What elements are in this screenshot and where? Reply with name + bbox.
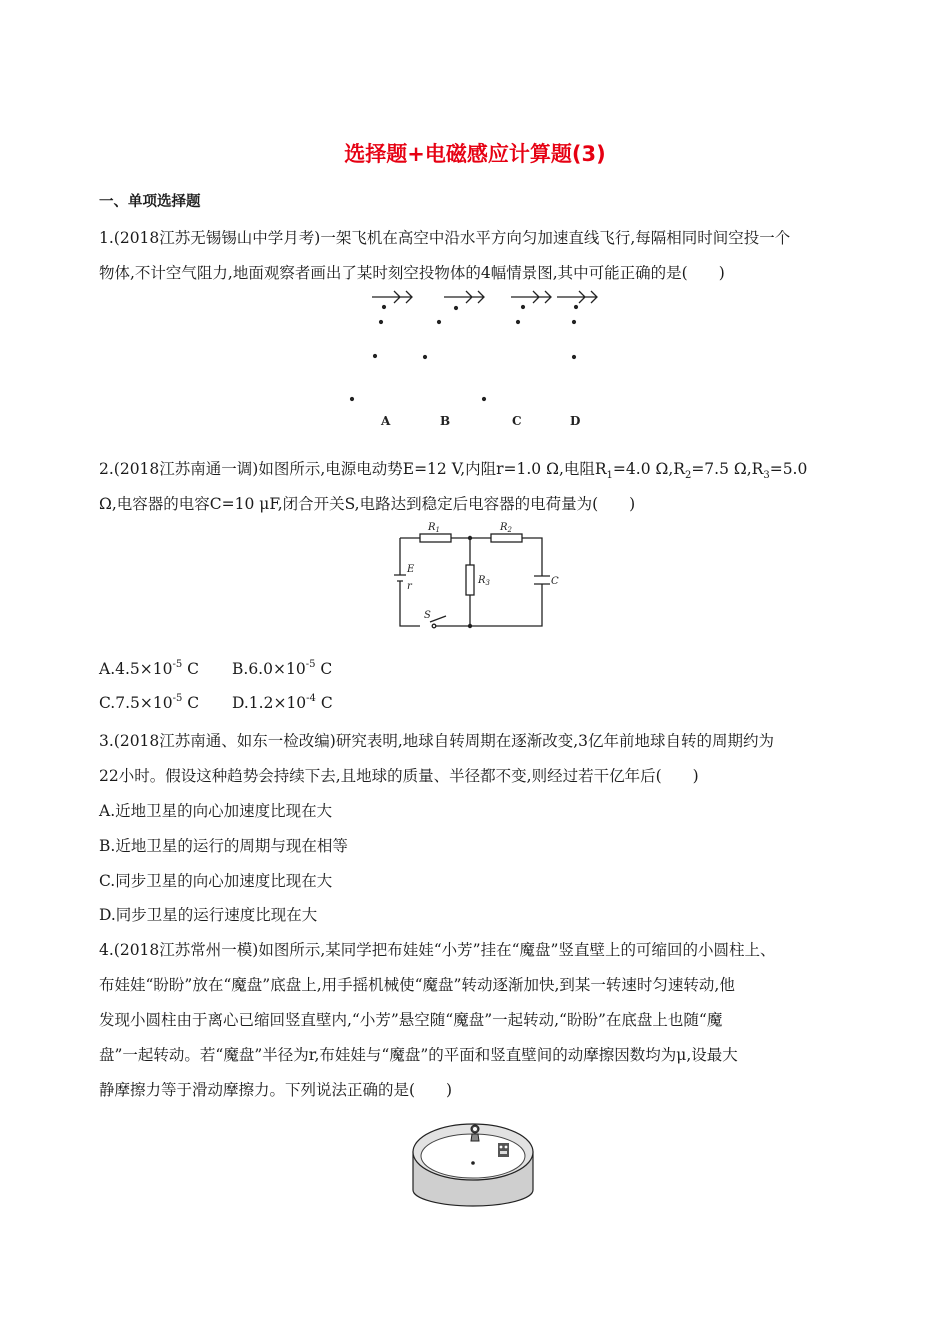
figure-label-b: B (440, 414, 451, 428)
plane-d-icon (557, 291, 597, 303)
disc-center (471, 1161, 475, 1165)
drop-point (482, 397, 486, 401)
q4-line5: 静摩擦力等于滑动摩擦力。下列说法正确的是( ) (99, 1081, 453, 1099)
svg-text:C: C (551, 576, 559, 587)
drop-point (423, 355, 427, 359)
plane-a-icon (372, 291, 412, 303)
q3-option-d: D.同步卫星的运行速度比现在大 (99, 906, 318, 924)
q2-option-c: $C.7.5\times 10^{-5}$ C (99, 693, 200, 712)
figure-label-a: A (381, 414, 391, 428)
q4-line1: 4.(2018江苏常州一模)如图所示,某同学把布娃娃“小芳”挂在“魔盘”竖直壁上的可缩回的小圆柱上、 (99, 941, 776, 959)
drop-point (350, 397, 354, 401)
page-title: 选择题+电磁感应计算题(3) (344, 142, 606, 166)
q1-line2: 物体,不计空气阻力,地面观察者画出了某时刻空投物体的4幅情景图,其中可能正确的是( ) (99, 264, 725, 282)
resistor-r3 (466, 565, 474, 595)
drop-point (521, 305, 525, 309)
magic-disc-figure (0, 1112, 950, 1222)
plane-b-icon (444, 291, 484, 303)
circuit-diagram (0, 515, 950, 635)
drop-point (572, 355, 576, 359)
plane-c-icon (511, 291, 551, 303)
resistor-r2 (491, 534, 522, 542)
q1-line1: 1.(2018江苏无锡锡山中学月考)一架飞机在高空中沿水平方向匀加速直线飞行,每隔相同时间空投一个 (99, 229, 791, 247)
drop-point (572, 320, 576, 324)
svg-text:S: S (424, 610, 431, 621)
q4-line3: 发现小圆柱由于离心已缩回竖直壁内,“小芳”悬空随“魔盘”一起转动,“盼盼”在底盘上也随“魔 (99, 1011, 723, 1029)
drop-point (382, 305, 386, 309)
q4-line2: 布娃娃“盼盼”放在“魔盘”底盘上,用手摇机械使“魔盘”转动逐渐加快,到某一转速时匀速转动,他 (99, 976, 735, 994)
svg-text:E: E (407, 564, 415, 575)
drop-point (373, 354, 377, 358)
resistor-r1 (420, 534, 451, 542)
q3-line1: 3.(2018江苏南通、如东一检改编)研究表明,地球自转周期在逐渐改变,3亿年前地球自转的周期约为 (99, 732, 775, 750)
drop-point (516, 320, 520, 324)
svg-text:R2: $R_2$ (500, 522, 512, 534)
q4-line4: 盘”一起转动。若“魔盘”半径为r,布娃娃与“魔盘”的平面和竖直壁间的动摩擦因数均为μ,设最大 (99, 1046, 738, 1064)
svg-text:R1: $R_1$ (428, 522, 440, 534)
drop-point (454, 306, 458, 310)
svg-text:R3: $R_3$ (478, 575, 490, 587)
drop-point (379, 320, 383, 324)
section-heading: 一、单项选择题 (99, 194, 201, 210)
figure-label-d: D (570, 414, 581, 428)
drop-point (437, 320, 441, 324)
q3-option-c: C.同步卫星的向心加速度比现在大 (99, 872, 333, 890)
svg-text:r: r (407, 581, 412, 592)
q2-option-b: $B.6.0\times 10^{-5}$ C (232, 659, 333, 678)
q3-option-b: B.近地卫星的运行的周期与现在相等 (99, 837, 348, 855)
doll-panpan-icon (498, 1143, 509, 1157)
q2-option-a: $A.4.5\times 10^{-5}$ C (99, 659, 200, 678)
q3-line2: 22小时。假设这种趋势会持续下去,且地球的质量、半径都不变,则经过若干亿年后( ) (99, 767, 699, 785)
q2-line2: Ω,电容器的电容C=10 μF,闭合开关S,电路达到稳定后电容器的电荷量为( ) (99, 495, 636, 513)
q1-figure (0, 285, 950, 435)
q3-option-a: A.近地卫星的向心加速度比现在大 (99, 802, 333, 820)
figure-label-c: C (512, 414, 522, 428)
q2-option-d: $D.1.2\times 10^{-4}$ C (232, 693, 333, 712)
q2-line1: 2.(2018江苏南通一调)如图所示,电源电动势E=12 V,内阻r=1.0 Ω,电阻$R_1=4.0$ $\Omega,R_2=7.5$ $\Omega,R_3=5.0$ (99, 460, 808, 481)
drop-point (574, 305, 578, 309)
